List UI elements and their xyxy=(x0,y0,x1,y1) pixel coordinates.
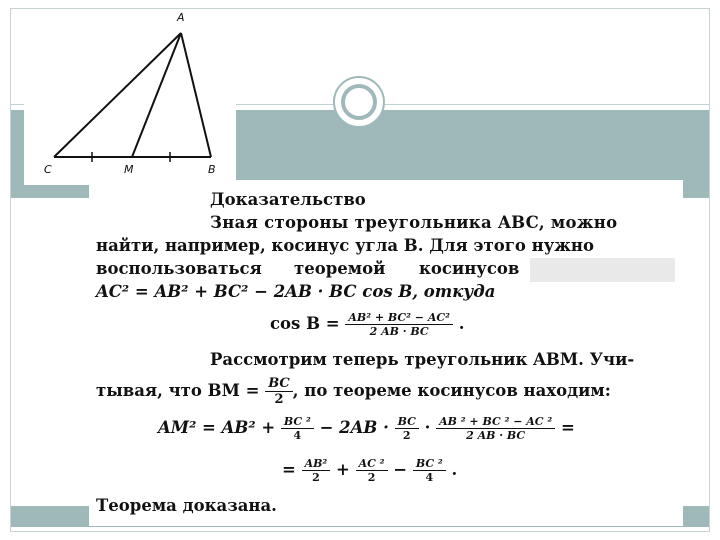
vertex-c-label: C xyxy=(44,163,52,176)
proof-line-2: найти, например, косинус угла B. Для этого нужно xyxy=(96,236,595,255)
cos-end: . xyxy=(458,314,465,333)
cos-formula xyxy=(270,307,464,341)
proof-line-3 xyxy=(96,259,526,279)
f1-den-3: 2 AB · BC xyxy=(466,429,526,442)
proof-conclusion: Теорема доказана. xyxy=(96,496,277,515)
cos-denominator: 2 AB · BC xyxy=(369,325,429,338)
proof-line-4: AC² = AB² + BC² − 2AB · BC cos B, откуда xyxy=(96,282,496,301)
decor-ring-icon xyxy=(341,84,377,120)
highlight-box xyxy=(530,258,675,282)
f1-mid: − 2AB · xyxy=(319,418,389,437)
f2-eq: = xyxy=(282,460,296,479)
side-ab xyxy=(181,33,211,157)
proof-line-7b: , по теореме косинусов находим: xyxy=(292,381,611,400)
proof-line-3c: косинусов xyxy=(419,259,520,278)
proof-line-3b: теоремой xyxy=(294,259,386,278)
am-formula-line-1 xyxy=(158,410,575,446)
vertex-a-label: A xyxy=(177,11,185,24)
bm-fraction xyxy=(265,376,293,407)
vertex-b-label: B xyxy=(208,163,216,176)
cos-numerator: AB² + BC² − AC² xyxy=(345,311,453,325)
point-m-label: M xyxy=(124,163,134,176)
f1-frac-3 xyxy=(436,415,555,442)
f2-den-2: 2 xyxy=(367,471,376,484)
side-ca xyxy=(54,33,181,157)
f1-num-3: AB ² + BC ² − AC ² xyxy=(436,415,555,429)
cos-fraction xyxy=(345,311,453,338)
f1-num-1: BC ² xyxy=(281,415,314,429)
f2-num-1: AB² xyxy=(302,457,331,471)
f1-eq: = xyxy=(560,418,575,437)
proof-line-7a: тывая, что BM = xyxy=(96,381,260,400)
f2-frac-3 xyxy=(413,457,446,484)
f1-lhs: AM² = AB² + xyxy=(158,418,276,437)
f2-frac-2 xyxy=(356,457,388,484)
triangle-figure xyxy=(24,10,236,185)
f1-den-2: 2 xyxy=(402,429,411,442)
proof-line-7 xyxy=(96,374,611,408)
proof-line-3a: воспользоваться xyxy=(96,259,262,278)
am-formula-line-2 xyxy=(282,452,457,488)
f1-dot: · xyxy=(424,418,431,437)
median-am xyxy=(132,33,181,157)
f2-plus: + xyxy=(335,460,350,479)
bm-numerator: BC xyxy=(265,376,293,392)
f2-den-3: 4 xyxy=(425,471,434,484)
proof-line-1: Зная стороны треугольника ABC, можно xyxy=(210,213,618,232)
f1-frac-2 xyxy=(395,415,419,442)
cos-lhs: cos B = xyxy=(270,314,340,333)
f1-frac-1 xyxy=(281,415,314,442)
f2-den-1: 2 xyxy=(312,471,320,484)
f2-end: . xyxy=(451,460,458,479)
f2-minus: − xyxy=(393,460,408,479)
f2-num-2: AC ² xyxy=(356,457,388,471)
f2-num-3: BC ² xyxy=(413,457,446,471)
f2-frac-1 xyxy=(302,457,331,484)
triangle-diagram xyxy=(24,10,236,185)
f1-num-2: BC xyxy=(395,415,419,429)
proof-line-6: Рассмотрим теперь треугольник ABM. Учи- xyxy=(210,350,635,369)
proof-heading: Доказательство xyxy=(210,190,366,209)
bm-denominator: 2 xyxy=(274,392,284,407)
f1-den-1: 4 xyxy=(293,429,302,442)
